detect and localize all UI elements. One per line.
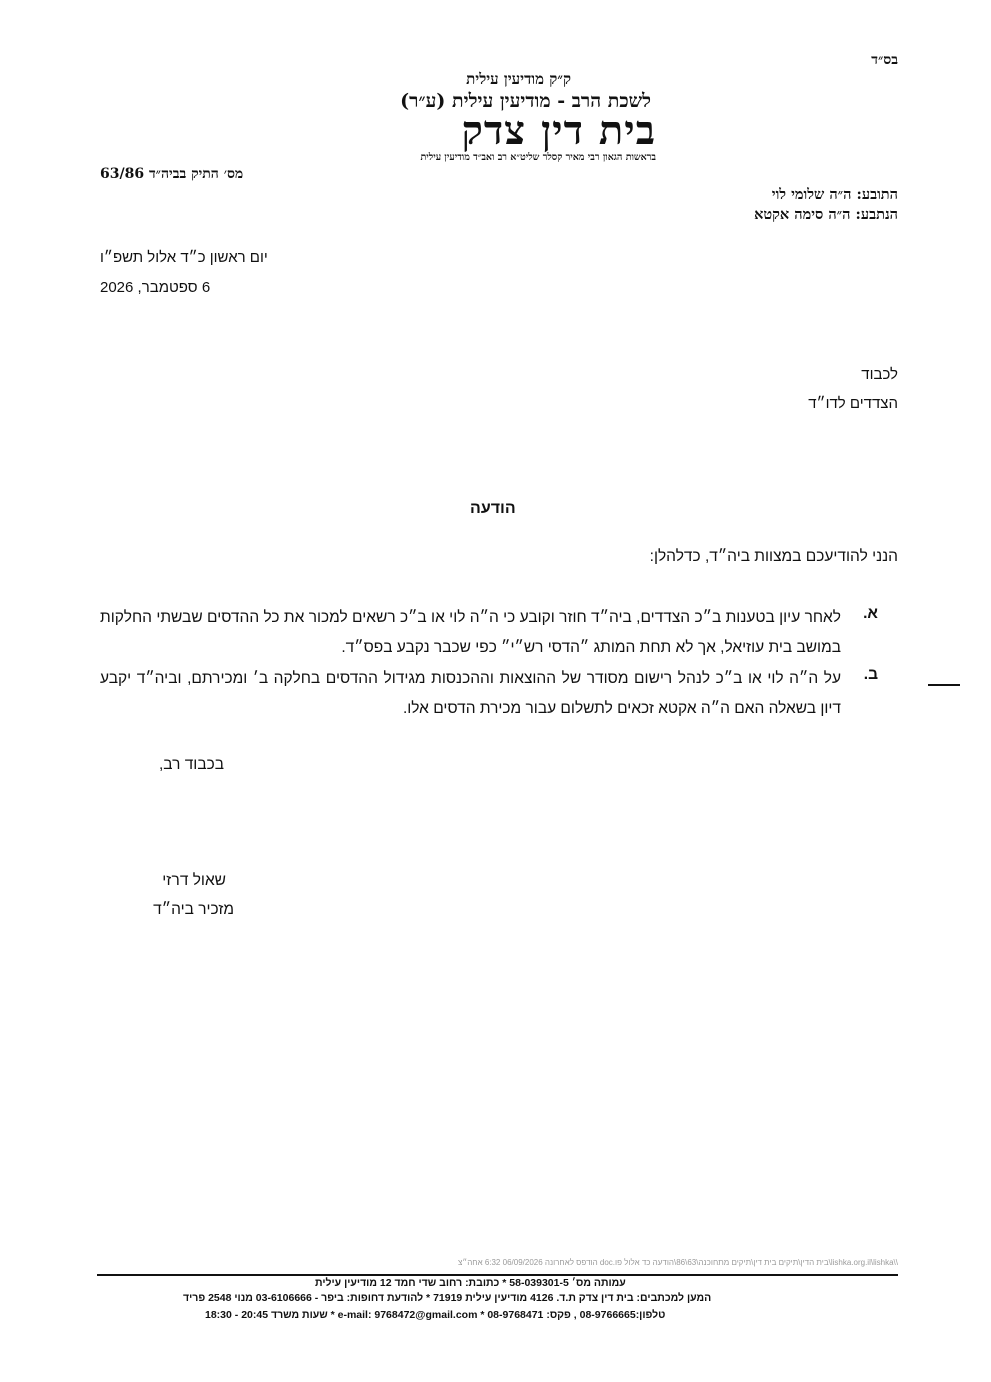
print-path: \\lishka.org.il\lishka\בית הדין\תיקים בית דין\תיקים מתחוכנה\63\86\הודעה כד אלול פו.doc הודפס לאחרונה 06/09/2026 6:32 אחה״צ bbox=[458, 1258, 898, 1267]
notice-intro: הנני להודיעכם במצוות ביה״ד, כדלהלן: bbox=[649, 548, 898, 565]
margin-dash bbox=[928, 684, 960, 686]
gregorian-date: 6 ספטמבר, 2026 bbox=[100, 279, 211, 296]
corner-bsd: בס״ד bbox=[871, 52, 898, 68]
addressee-to: לכבוד bbox=[861, 366, 898, 383]
letterhead-chair: בראשות הגאון רבי מאיר קסלר שליט״א רב ואב״ד מודיעין עילית bbox=[420, 152, 656, 163]
hebrew-date: יום ראשון כ״ד אלול תשפ״ו bbox=[100, 249, 268, 266]
closing: בכבוד רב, bbox=[159, 756, 224, 773]
plaintiff-line: התובע: ה״ה שלומי לוי bbox=[771, 186, 898, 203]
letterhead-office: לשכת הרב - מודיעין עילית (ע״ר) bbox=[400, 90, 651, 112]
addressee-parties: הצדדים לדו״ד bbox=[808, 395, 898, 412]
footer-line-2: המען למכתבים: בית דין צדק ת.ד. 4126 מודיעין עילית 71919 * להודעת דחופות: ביפר - 03-6106666 מנוי 2548 פריד bbox=[183, 1292, 712, 1304]
item-a-marker: א. bbox=[863, 605, 878, 622]
signer-name: שאול דרזי bbox=[162, 872, 226, 889]
item-b-text: על ה״ה לוי או ב״כ לנהל רישום מסודר של ההוצאות וההכנסות מגידול ההדסים בחלקה ב׳ ומכירתם, וביה״ד יקבע דיון בשאלה האם ה״ה אקטא זכאים לתשלום עבור מכירת הדסים אלו. bbox=[100, 670, 841, 717]
notice-title: הודעה bbox=[470, 500, 516, 517]
signer-title: מזכיר ביה״ד bbox=[153, 901, 234, 918]
item-a-text: לאחר עיון בטענות ב״כ הצדדים, ביה״ד חוזר וקובע כי ה״ה לוי או ב״כ רשאים למכור את כל ההדסים שבשתי החלקות במושב בית עוזיאל, אך לא תחת המותג ״הדסי רש״י״ כפי שכבר נקבע בפס״ד. bbox=[100, 609, 841, 656]
defendant-line: הנתבע: ה״ה סימה אקטא bbox=[754, 206, 898, 223]
letterhead-community: ק״ק מודיעין עילית bbox=[466, 70, 571, 88]
item-b-marker: ב. bbox=[863, 666, 878, 683]
letterhead-court-name: בית דין צדק bbox=[461, 107, 656, 154]
file-number: מס׳ התיק בביה״ד 63/86 bbox=[100, 166, 244, 182]
footer-rule bbox=[97, 1274, 898, 1276]
footer-line-1: עמותה מס׳ 58-039301-5 * כתובת: רחוב שדי חמד 12 מודיעין עילית bbox=[315, 1277, 626, 1289]
footer-line-3: טלפון:08-9766665 , פקס: 08-9768471 * e-mail: 9768472@gmail.com * שעות משרד 20:45 - 18:30 bbox=[205, 1309, 666, 1321]
